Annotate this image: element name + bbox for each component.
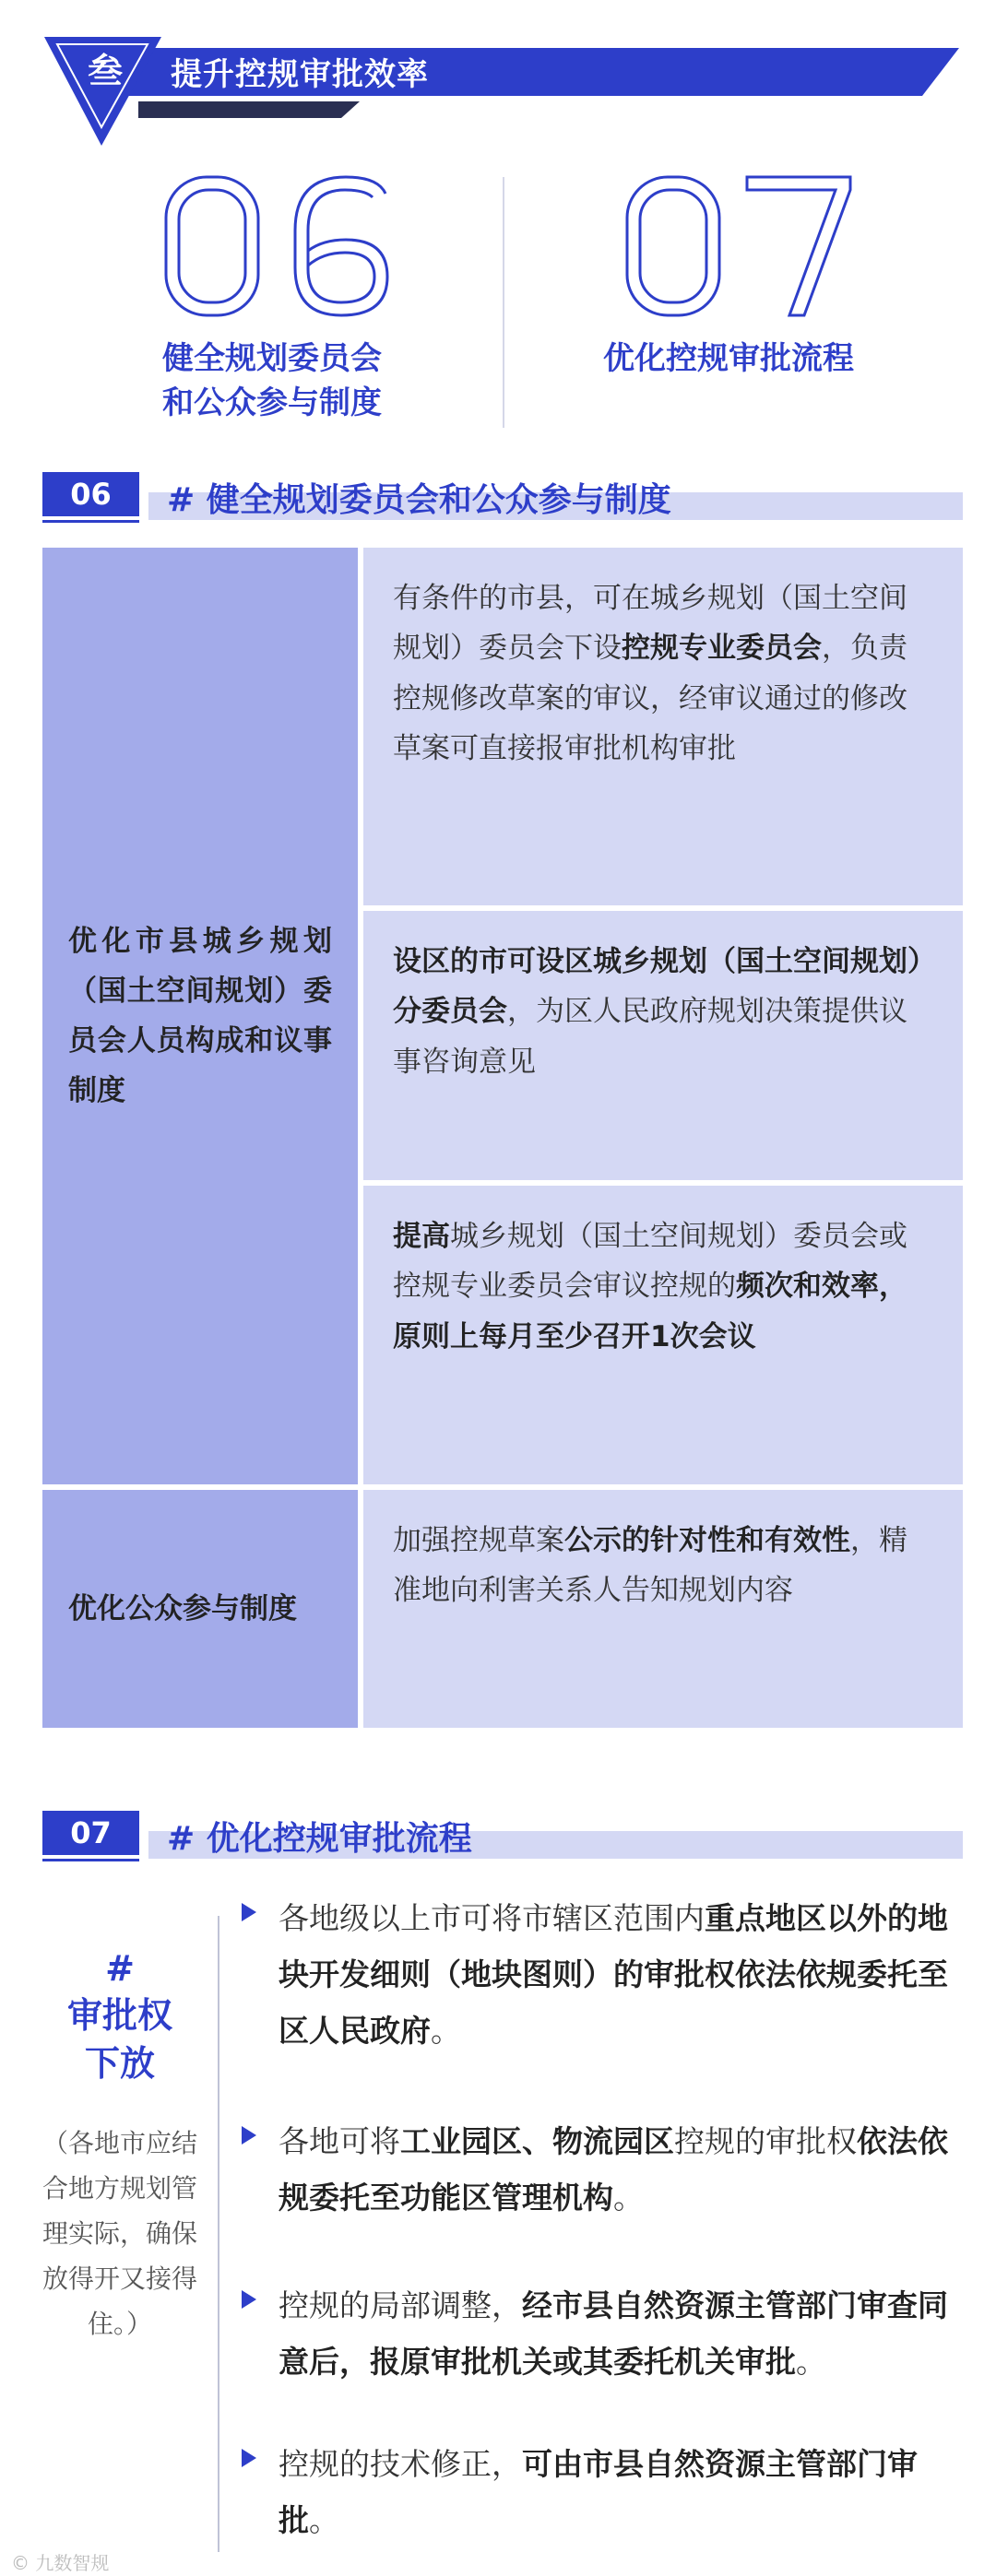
section-06-heading xyxy=(42,472,963,524)
side-label: # 审批权 下放 xyxy=(66,1948,172,2084)
tag-underline xyxy=(42,520,139,523)
banner-shape xyxy=(0,0,996,157)
big-number-07 xyxy=(609,157,867,323)
header-banner xyxy=(0,0,996,157)
big-number-07-caption: 优化控规审批流程 xyxy=(603,340,854,377)
list-item: 控规的局部调整，经市县自然资源主管部门审查同意后，报原审批机关或其委托机关审批。 xyxy=(242,2277,970,2390)
vertical-divider xyxy=(503,177,504,428)
triangle-bullet-icon xyxy=(242,2126,256,2145)
watermark: © 九数智规 xyxy=(11,2552,110,2574)
table-left-cell: 优化公众参与制度 xyxy=(42,1490,358,1728)
tag-underline xyxy=(42,1859,139,1861)
section-06-title: # 健全规划委员会和公众参与制度 xyxy=(167,481,671,519)
table-right-cell: 加强控规草案公示的针对性和有效性，精准地向利害关系人告知规划内容 xyxy=(363,1490,963,1728)
side-note: （各地市应结合地方规划管理实际，确保放得开又接得住。） xyxy=(42,2128,198,2339)
big-number-06 xyxy=(148,157,406,323)
triangle-bullet-icon xyxy=(242,2290,256,2309)
table-right-cell: 设区的市可设区城乡规划（国土空间规划）分委员会，为区人民政府规划决策提供议事咨询意见 xyxy=(363,911,963,1180)
table-right-cell: 有条件的市县，可在城乡规划（国土空间规划）委员会下设控规专业委员会，负责控规修改草案的审议，经审议通过的修改草案可直接报审批机构审批 xyxy=(363,548,963,905)
section-07-heading xyxy=(42,1811,963,1862)
list-item: 各地级以上市可将市辖区范围内重点地区以外的地块开发细则（地块图则）的审批权依法依规委托至区人民政府。 xyxy=(242,1890,970,2059)
list-item: 各地可将工业园区、物流园区控规的审批权依法依规委托至功能区管理机构。 xyxy=(242,2113,970,2226)
table-left-cell: 优化市县城乡规划（国土空间规划）委员会人员构成和议事制度 xyxy=(42,548,358,1484)
big-number-06-caption: 健全规划委员会 和公众参与制度 xyxy=(162,340,382,421)
vertical-divider xyxy=(218,1916,219,2552)
table-right-cell: 提高城乡规划（国土空间规划）委员会或控规专业委员会审议控规的频次和效率，原则上每月至少召开1次会议 xyxy=(363,1186,963,1484)
triangle-bullet-icon xyxy=(242,2449,256,2467)
section-06-tag: 06 xyxy=(42,472,139,516)
triangle-bullet-icon xyxy=(242,1903,256,1921)
banner-title: 提升控规审批效率 xyxy=(171,56,429,93)
section-07-tag: 07 xyxy=(42,1811,139,1855)
banner-section-number: 叁 xyxy=(87,51,123,91)
list-item: 控规的技术修正，可由市县自然资源主管部门审批。 xyxy=(242,2436,970,2548)
section-07-title: # 优化控规审批流程 xyxy=(167,1820,472,1858)
